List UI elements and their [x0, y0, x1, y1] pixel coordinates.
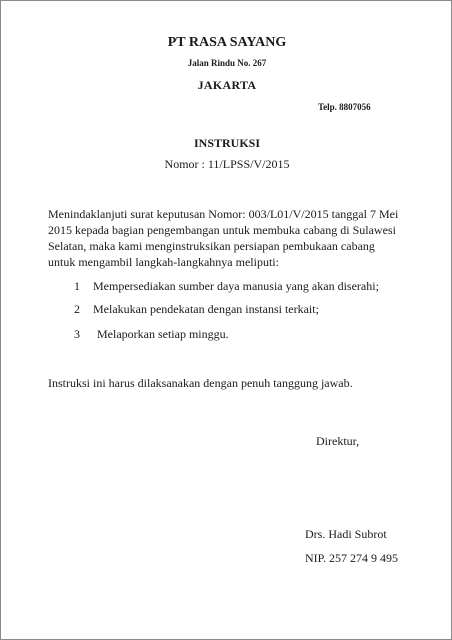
- list-item-text: Melaporkan setiap minggu.: [97, 327, 229, 341]
- list-item-number: 2: [74, 302, 80, 316]
- company-name: PT RASA SAYANG: [167, 35, 287, 50]
- list-item-number: 1: [74, 279, 80, 293]
- intro-paragraph-line: Selatan, maka kami menginstruksikan persiapan pembukaan cabang: [48, 239, 375, 253]
- intro-paragraph-line: Menindaklanjuti surat keputusan Nomor: 003/L01/V/2015 tanggal 7 Mei: [48, 207, 399, 221]
- signatory-nip: NIP. 257 274 9 495: [305, 551, 399, 565]
- company-city: JAKARTA: [197, 78, 257, 92]
- letter-number: Nomor : 11/LPSS/V/2015: [164, 157, 290, 171]
- list-item-number: 3: [74, 327, 80, 341]
- intro-paragraph-line: untuk mengambil langkah-langkahnya meliputi:: [48, 255, 279, 269]
- list-item-text: Melakukan pendekatan dengan instansi terkait;: [93, 302, 319, 316]
- company-address: Jalan Rindu No. 267: [187, 58, 267, 68]
- company-phone: Telp. 8807056: [318, 102, 371, 112]
- intro-paragraph-line: 2015 kepada bagian pengembangan untuk membuka cabang di Sulawesi: [48, 223, 396, 237]
- letter-title: INSTRUKSI: [193, 136, 261, 150]
- signatory-name: Drs. Hadi Subrot: [305, 527, 387, 541]
- signatory-role: Direktur,: [316, 434, 360, 448]
- list-item-text: Mempersediakan sumber daya manusia yang akan diserahi;: [93, 279, 379, 293]
- closing-sentence: Instruksi ini harus dilaksanakan dengan penuh tanggung jawab.: [48, 376, 353, 390]
